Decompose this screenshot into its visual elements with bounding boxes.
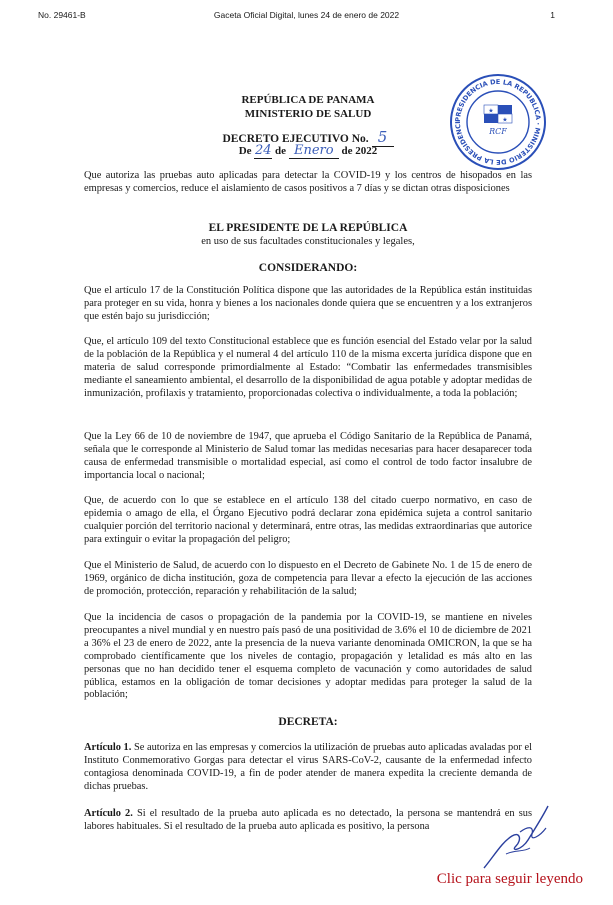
considerando-6: Que la incidencia de casos o propagación de la pandemia por la COVID-19, se mantiene en niveles preocupantes a nivel mundial y en nuestro país pasó de una positividad de 3.6% el 10 de diciembre de 2021 a 36% el 23 de enero de 2022, ante la presencia de la nueva variante denominada OMICRON, la que se ha comprobado científicamente que los niveles de contagio, propagación y letalidad es más alto en las personas que no han decidido tener el esquema completo de vacunación y como autoridades de salud pública, estamos en la obligación de tomar decisiones y adoptar medidas para proteger la salud de la población; [84, 612, 532, 701]
seal-initials: RCF [489, 127, 507, 136]
ministry-heading: MINISTERIO DE SALUD [244, 108, 372, 120]
considerando-2: Que, el artículo 109 del texto Constitucional establece que es función esencial del Estado velar por la salud de la población de la República y el numeral 4 del artículo 110 de la misma excerta jurídica dispone que en materia de salud corresponde primordialmente al Estado: “Combatir las enfermedades transmisibles mediante el saneamiento ambiental, el desarrollo de la disponibilidad de agua potable y adoptar medidas de inmunización, profilaxis y tratamiento, proporcionadas colectiva o individualmente, a toda la población; [84, 336, 532, 399]
decree-day: 24 [255, 143, 272, 158]
considerando-3: Que la Ley 66 de 10 de noviembre de 1947, que aprueba el Código Sanitario de la República de Panamá, señala que le corresponde al Ministerio de Salud tomar las medidas necesarias para hacer desaparecer toda causa de enfermedad transmisible o mortalidad especial, así como el control de todo factor insalubre de importancia local o nacional; [84, 431, 532, 481]
decreta-heading: DECRETA: [278, 716, 338, 728]
decree-prefix: DECRETO EJECUTIVO No. [222, 133, 369, 145]
decree-date [84, 143, 532, 159]
president-subtitle: en uso de sus facultades constitucionales y legales, [201, 236, 415, 247]
republic-heading: REPÚBLICA DE PANAMA [241, 94, 375, 106]
signature-icon [476, 796, 556, 876]
date-de-2: de [275, 145, 287, 157]
decree-summary: Que autoriza las pruebas auto aplicadas para detectar la COVID-19 y los centros de hisopados en las empresas y comercios, reduce el aislamiento de casos positivos a 7 días y se dictan otras disposiciones [84, 170, 532, 194]
considerando-5: Que el Ministerio de Salud, de acuerdo con lo dispuesto en el Decreto de Gabinete No. 1 de 15 de enero de 1969, orgánico de dicha institución, goza de competencia para llevar a efecto la ejecución de las acciones de promoción, protección, reparación y rehabilitación de la salud; [84, 560, 532, 597]
president-heading: EL PRESIDENTE DE LA REPÚBLICA [208, 222, 408, 234]
article-2 [84, 808, 532, 834]
seal-text: PRESIDENCIA DE LA REPUBLICA · MINISTERIO DE LA PRESIDENCI [453, 77, 543, 167]
gazette-number: No. 29461-B [38, 10, 86, 20]
considerando-1: Que el artículo 17 de la Constitución Política dispone que las autoridades de la República están instituidas para proteger en su vida, honra y bienes a los nacionales donde quiera que se encuentren y a los extranjeros que estén bajo su jurisdicción; [84, 285, 532, 322]
gazette-title: Gaceta Oficial Digital, lunes 24 de enero de 2022 [213, 10, 400, 20]
considerando-heading: CONSIDERANDO: [258, 262, 358, 274]
svg-text:★: ★ [488, 107, 494, 115]
article-1-text: Se autoriza en las empresas y comercios la utilización de pruebas auto aplicadas avaladas por el Instituto Conmemorativo Gorgas para detectar el virus SARS-CoV-2, causante de la enfermedad infecto contagiosa denominada COVID-19, a fin de poder atender de manera expedita la creciente demanda de dichas pruebas. [84, 742, 533, 792]
read-more-link[interactable]: Clic para seguir leyendo [436, 871, 583, 887]
decree-number: 5 [377, 128, 388, 146]
considerando-4: Que, de acuerdo con lo que se establece en el artículo 138 del citado cuerpo normativo, en caso de epidemia o amago de ella, el Órgano Ejecutivo podrá declarar zona epidémica sujeta a control sanitario cualquier porción del territorio nacional y determinará, entre otras, las medidas extraordinarias que autorice para extinguir o evitar la propagación del peligro; [84, 495, 532, 545]
article-2-text: Si el resultado de la prueba auto aplicada es no detectado, la persona se mantendrá en sus labores habituales. Si el resultado de la prueba auto aplicada es positivo, la persona [84, 808, 532, 832]
article-1-label: Artículo 1. [84, 742, 132, 753]
signature [476, 796, 556, 876]
date-de-1: De [238, 145, 252, 157]
svg-text:★: ★ [502, 116, 508, 124]
article-1 [84, 742, 532, 794]
page-number: 1 [550, 10, 555, 20]
decree-month: Enero [293, 143, 334, 158]
article-2-label: Artículo 2. [84, 808, 133, 819]
decree-year: de 2022 [341, 145, 378, 157]
